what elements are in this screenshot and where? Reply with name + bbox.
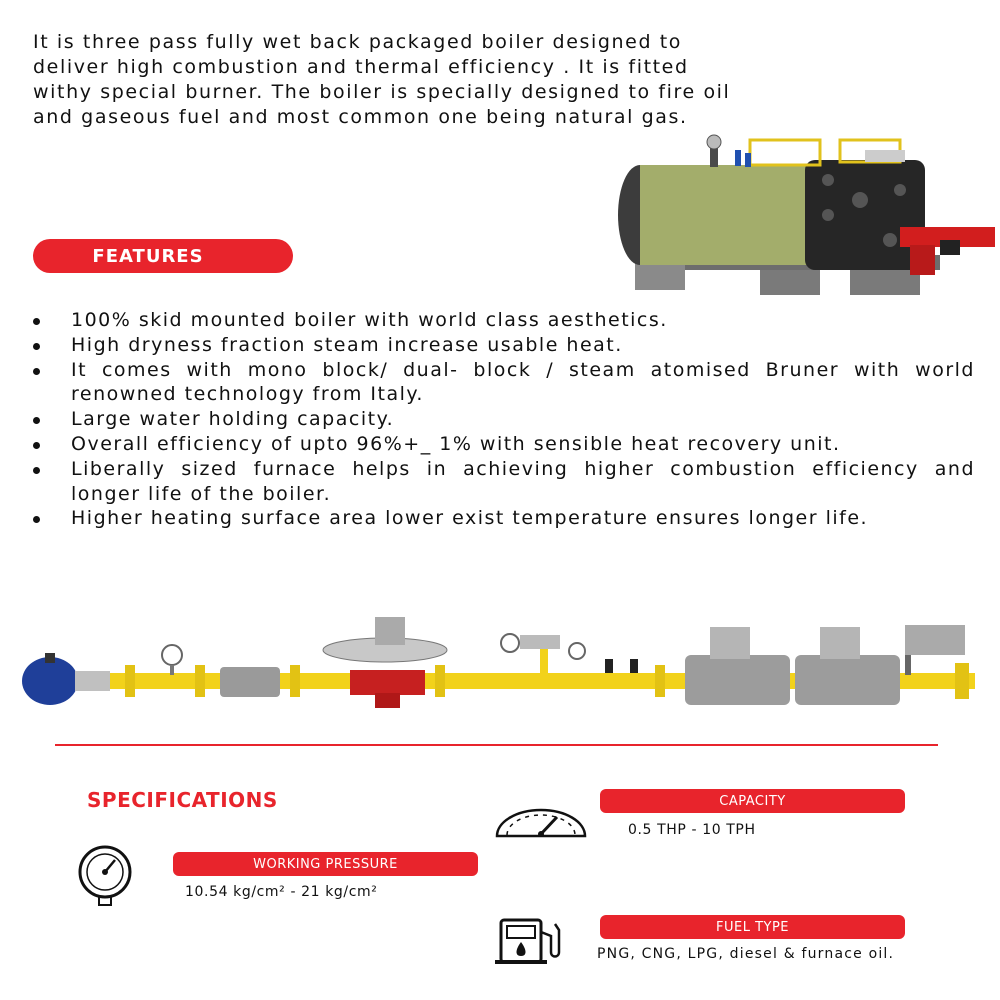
list-item: It comes with mono block/ dual- block / steam atomised Bruner with world renowned technology from Italy. xyxy=(33,358,975,408)
capacity-value: 0.5 THP - 10 TPH xyxy=(628,822,756,838)
list-item: Overall efficiency of upto 96%+_ 1% with sensible heat recovery unit. xyxy=(33,432,975,457)
features-list xyxy=(33,308,975,531)
section-divider xyxy=(55,744,938,746)
fuel-type-label-text: FUEL TYPE xyxy=(715,919,790,935)
list-item: High dryness fraction steam increase usable heat. xyxy=(33,333,975,358)
list-item: Large water holding capacity. xyxy=(33,407,975,432)
list-item: Higher heating surface area lower exist temperature ensures longer life. xyxy=(33,506,975,531)
working-pressure-label-text: WORKING PRESSURE xyxy=(253,856,398,872)
list-item: Liberally sized furnace helps in achieving higher combustion efficiency and longer life of the boiler. xyxy=(33,457,975,507)
features-heading-label: FEATURES xyxy=(92,245,204,267)
list-item: 100% skid mounted boiler with world class aesthetics. xyxy=(33,308,975,333)
intro-paragraph: It is three pass fully wet back packaged boiler designed to deliver high combustion and thermal efficiency . It is fitted withy special burner. The boiler is specially designed to fire oil and gaseous fuel and most common one being natural gas. xyxy=(33,31,731,128)
working-pressure-value: 10.54 kg/cm² - 21 kg/cm² xyxy=(185,884,378,900)
speedometer-icon xyxy=(493,808,589,838)
capacity-label xyxy=(600,789,905,813)
boiler-image xyxy=(600,120,1000,305)
capacity-label-text: CAPACITY xyxy=(719,793,786,809)
pressure-gauge-icon xyxy=(65,845,151,907)
fuel-type-label xyxy=(600,915,905,939)
fuel-pump-icon xyxy=(493,918,581,964)
specifications-heading: SPECIFICATIONS xyxy=(87,788,278,812)
gas-train-image xyxy=(15,615,985,725)
fuel-type-value: PNG, CNG, LPG, diesel & furnace oil. xyxy=(597,946,895,962)
features-heading xyxy=(33,239,293,273)
working-pressure-label xyxy=(173,852,478,876)
